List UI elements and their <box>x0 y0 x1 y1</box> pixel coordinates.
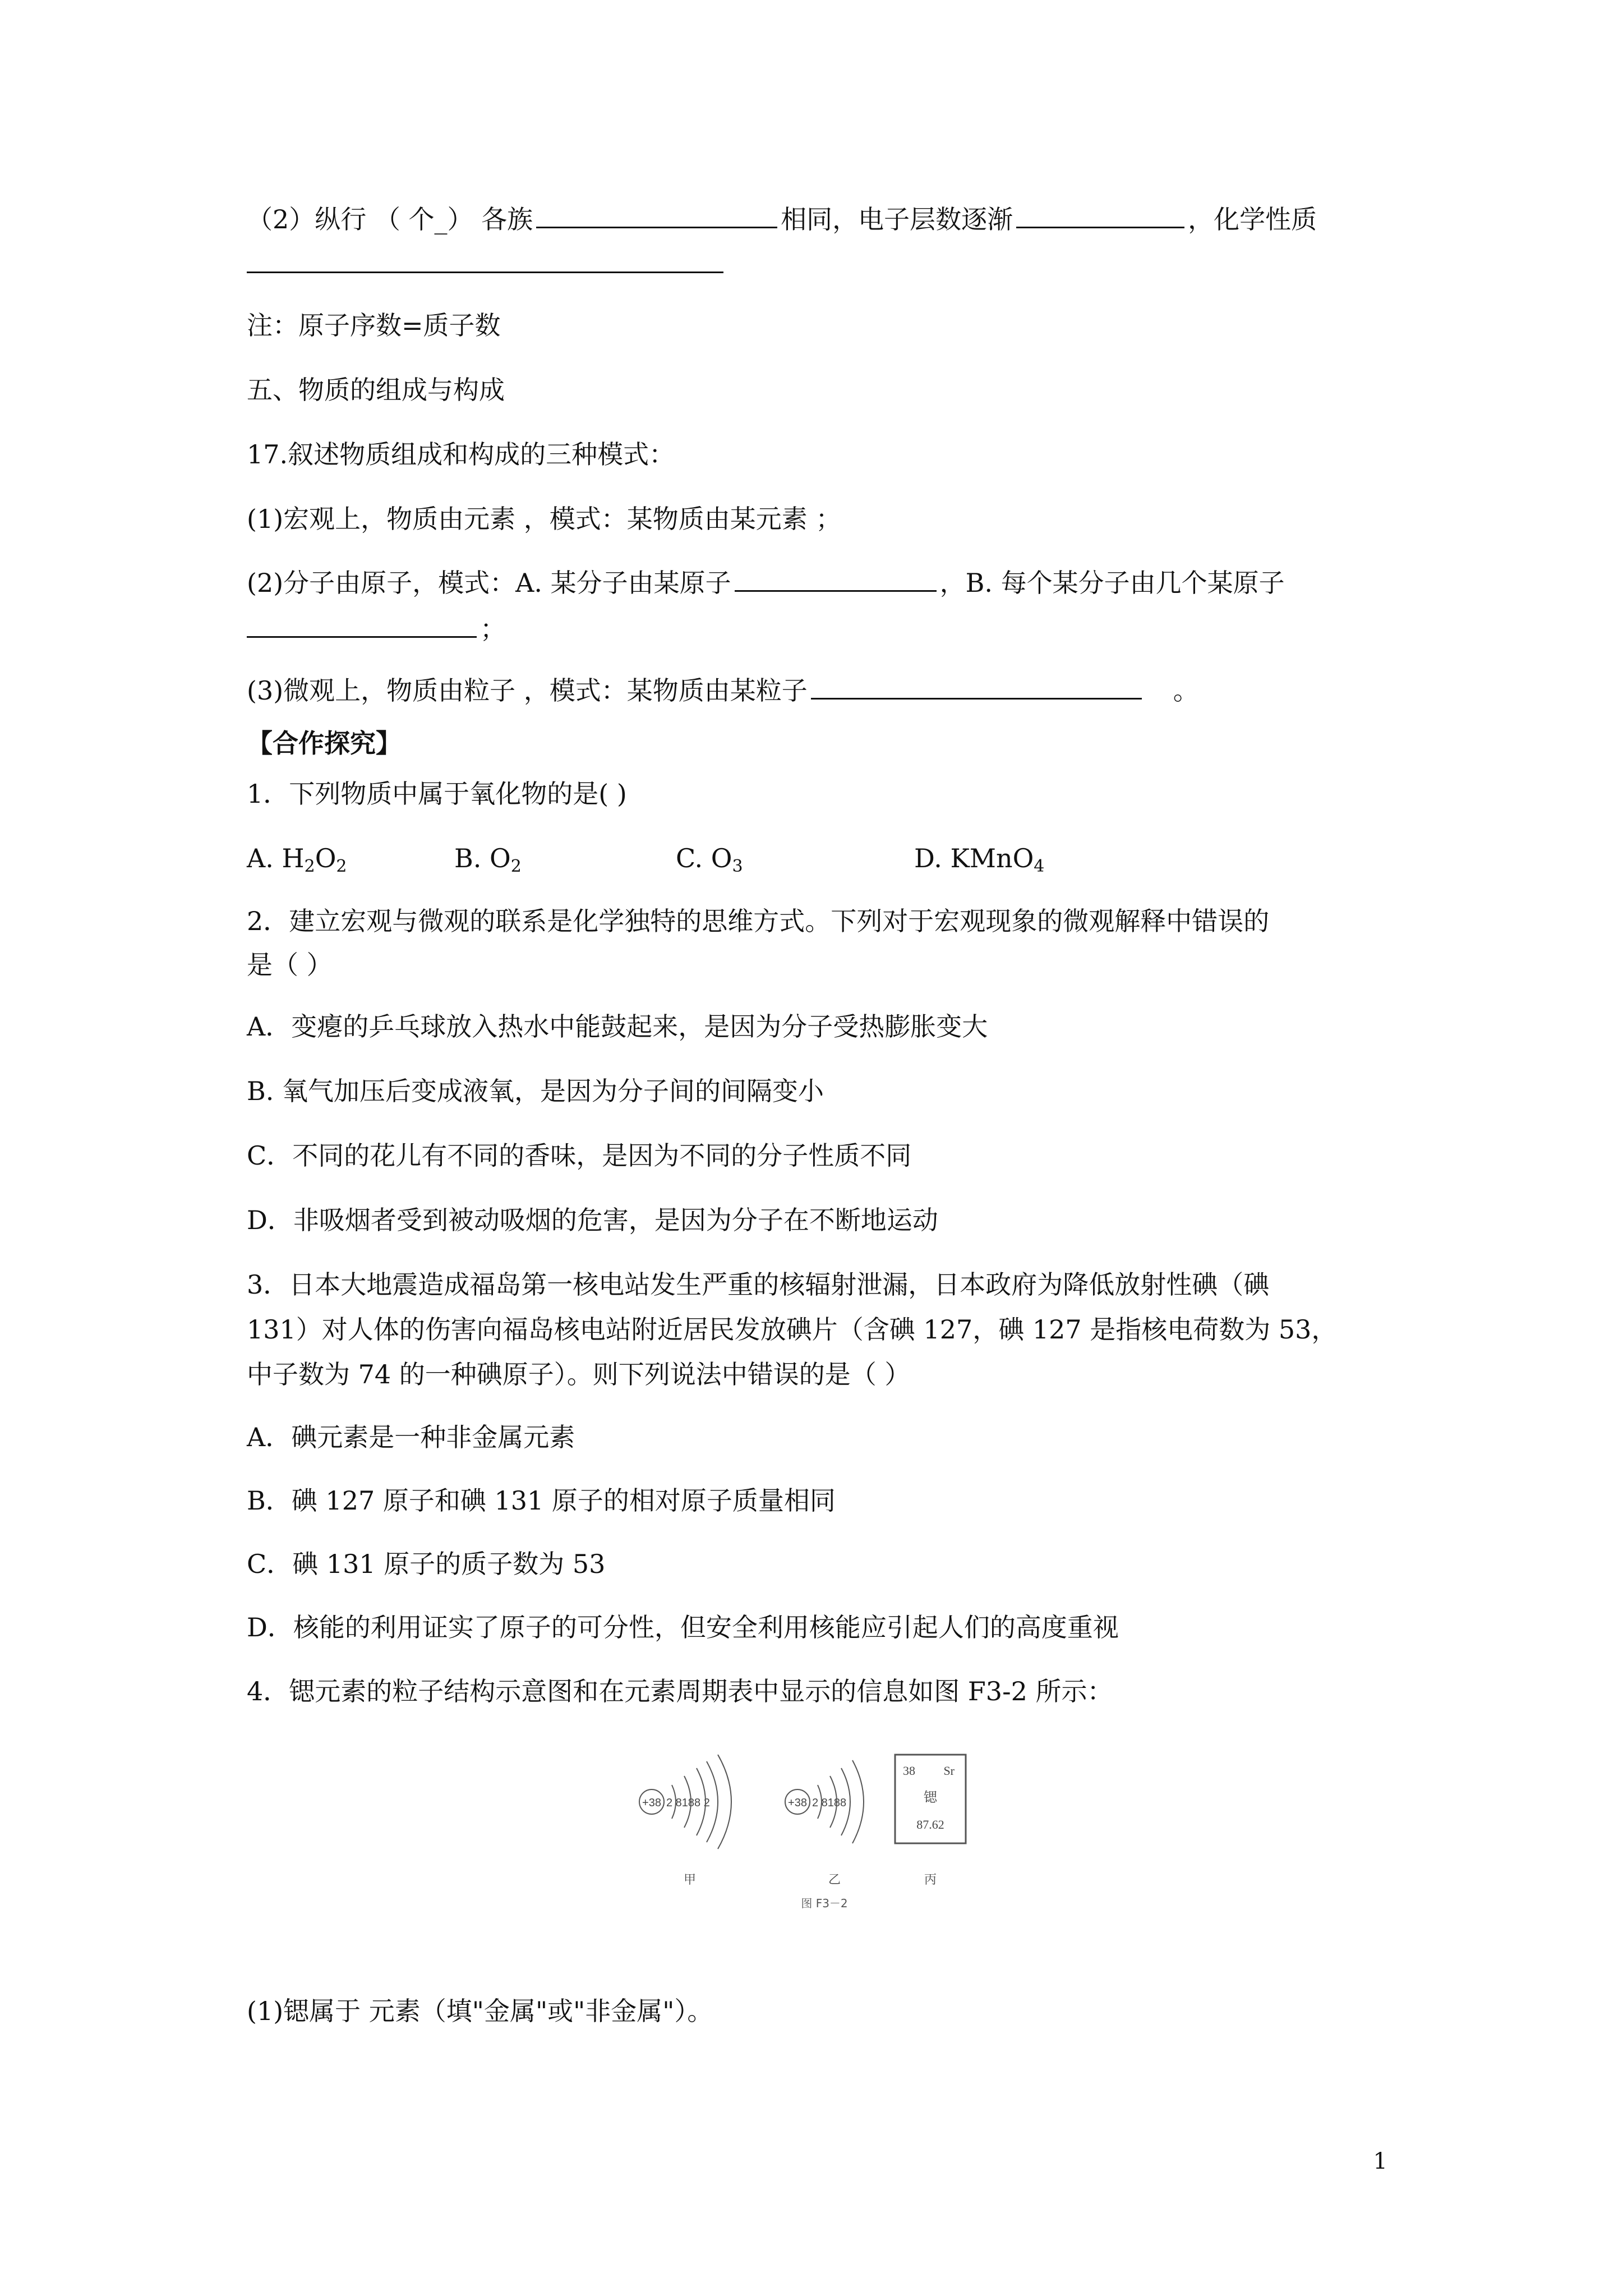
label-jia: 甲 <box>683 1873 697 1887</box>
periodic-table-cell-bing <box>895 1755 966 1887</box>
answer-blank[interactable] <box>1016 202 1184 228</box>
text-span: ，化学性质 <box>1188 204 1317 234</box>
option-a[interactable]: A. $H_2O_2$ <box>247 843 347 876</box>
ion-diagram-yi <box>785 1760 864 1887</box>
q17-part2-line1 <box>247 565 1285 600</box>
text-span: (2)分子由原子，模式：A. 某分子由某原子 <box>247 568 731 598</box>
text-span: ； <box>480 614 506 644</box>
question2-stem-line2: 是（ ） <box>247 950 333 980</box>
question3-option-b[interactable]: B．碘 127 原子和碘 131 原子的相对原子质量相同 <box>247 1485 836 1516</box>
question2-option-a[interactable]: A．变瘪的乒乓球放入热水中能鼓起来，是因为分子受热膨胀变大 <box>247 1011 988 1042</box>
section4-line2 <box>247 247 727 281</box>
electron-shell-arc <box>718 1755 731 1849</box>
label-bing: 丙 <box>924 1873 937 1887</box>
note-line: 注：原子序数=质子数 <box>247 310 501 341</box>
strontium-figure <box>628 1745 1009 1935</box>
q17-part2-line2 <box>247 611 506 646</box>
q17-part3 <box>247 673 1199 707</box>
page-number: 1 <box>1373 2148 1387 2174</box>
question3-option-d[interactable]: D．核能的利用证实了原子的可分性，但安全利用核能应引起人们的高度重视 <box>247 1612 1119 1642</box>
question17-stem: 17.叙述物质组成和构成的三种模式： <box>247 439 675 470</box>
text-span: 相同，电子层数逐渐 <box>781 204 1013 234</box>
figure-caption: 图 F3－2 <box>801 1897 848 1910</box>
section5-title: 五、物质的组成与构成 <box>247 375 505 405</box>
question3-option-a[interactable]: A．碘元素是一种非金属元素 <box>247 1422 575 1452</box>
atom-diagram-jia <box>639 1755 731 1887</box>
cooperation-title: 【合作探究】 <box>247 728 402 758</box>
option-b[interactable]: B. $O_2$ <box>454 843 522 876</box>
question3-option-c[interactable]: C．碘 131 原子的质子数为 53 <box>247 1549 606 1579</box>
shell-electrons: 2 8188 2 <box>666 1797 710 1809</box>
text-span: （2）纵行 （ 个_） 各族 <box>247 204 533 234</box>
answer-blank[interactable] <box>811 673 1142 700</box>
atomic-number: 38 <box>903 1764 915 1778</box>
text-span: 。 <box>1173 675 1199 706</box>
question1-options <box>247 841 1044 875</box>
option-d[interactable]: D. KMnO$_4$ <box>914 843 1045 876</box>
answer-blank[interactable] <box>536 202 777 228</box>
element-name: 锶 <box>924 1789 937 1805</box>
question4-part1: (1)锶属于 元素（填"金属"或"非金属"）。 <box>247 1996 713 2026</box>
atomic-mass: 87.62 <box>916 1818 944 1832</box>
q17-part1: (1)宏观上，物质由元素 ，模式：某物质由某元素 ； <box>247 504 842 534</box>
question1-stem: 1．下列物质中属于氧化物的是( ) <box>247 779 627 809</box>
answer-blank[interactable] <box>247 247 723 273</box>
shell-electrons: 2 8188 <box>812 1797 847 1809</box>
option-c[interactable]: C. $O_3$ <box>676 843 743 876</box>
element-symbol: Sr <box>943 1764 955 1778</box>
question4-stem: 4．锶元素的粒子结构示意图和在元素周期表中显示的信息如图 F3-2 所示： <box>247 1676 1113 1706</box>
question2-option-b[interactable]: B. 氧气加压后变成液氧，是因为分子间的间隔变小 <box>247 1076 824 1106</box>
section4-line1 <box>247 202 1317 236</box>
text-span: (3)微观上，物质由粒子 ，模式：某物质由某粒子 <box>247 675 808 706</box>
question2-option-c[interactable]: C．不同的花儿有不同的香味，是因为不同的分子性质不同 <box>247 1140 912 1171</box>
label-yi: 乙 <box>828 1873 841 1887</box>
question3-stem-line2: 131）对人体的伤害向福岛核电站附近居民发放碘片（含碘 127，碘 127 是指核电荷数为 53， <box>247 1314 1338 1345</box>
question3-stem-line1: 3．日本大地震造成福岛第一核电站发生严重的核辐射泄漏，日本政府为降低放射性碘（碘 <box>247 1269 1270 1300</box>
answer-blank[interactable] <box>735 565 937 592</box>
question3-stem-line3: 中子数为 74 的一种碘原子）。则下列说法中错误的是（ ） <box>247 1359 911 1389</box>
question2-option-d[interactable]: D．非吸烟者受到被动吸烟的危害，是因为分子在不断地运动 <box>247 1205 938 1235</box>
nucleus-charge: +38 <box>642 1797 661 1809</box>
question2-stem-line1: 2．建立宏观与微观的联系是化学独特的思维方式。下列对于宏观现象的微观解释中错误的 <box>247 906 1270 936</box>
text-span: ，B. 每个某分子由几个某原子 <box>939 568 1285 598</box>
answer-blank[interactable] <box>247 611 477 638</box>
nucleus-charge: +38 <box>788 1797 807 1809</box>
electron-shell-arc <box>852 1760 864 1843</box>
